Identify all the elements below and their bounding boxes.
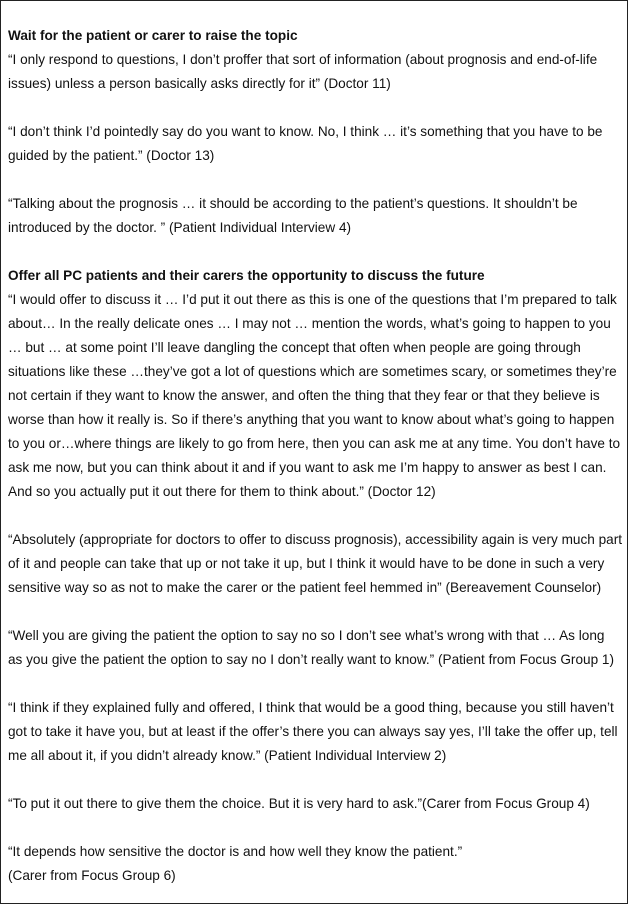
quote-patient-interview-4: “Talking about the prognosis … it should be according to the patient’s questions. It shouldn’t be introduced by the doctor. ” (Patient Individual Interview 4) — [8, 196, 578, 235]
quote-patient-focus-group-1: “Well you are giving the patient the option to say no so I don’t see what’s wrong with that … As long as you give the patient the option to say no I don’t really want to know.” (Patient from Focus Group 1) — [8, 628, 615, 667]
quote-carer-focus-group-6: “It depends how sensitive the doctor is and how well they know the patient.” — [8, 844, 463, 859]
document-body — [8, 24, 622, 888]
quote-doctor-12: “I would offer to discuss it … I’d put it out there as this is one of the questions that I’m prepared to talk about… In the really delicate ones … I may not … mention the words, what’s going to happen to you … but … at some point I’ll leave dangling the concept that often when people are going through situations like these …they’ve got a lot of questions which are sometimes scary, or sometimes they’re not certain if they want to know the answer, and often the thing that they fear or that they believe is worse than how it really is. So if there’s anything that you want to know about what’s going to happen to you or…where things are likely to go from here, then you can ask me at any time. You don’t have to ask me now, but you can think about it and if you want to ask me I’m happy to answer as best I can. And so you actually put it out there for them to think about.” (Doctor 12) — [8, 292, 621, 499]
quote-patient-interview-2: “I think if they explained fully and offered, I think that would be a good thing, because you still haven’t got to take it have you, but at least if the offer’s there you can always say yes, I’ll take the offer up, tell me all about it, if you didn’t already know.” (Patient Individual Interview 2) — [8, 700, 618, 763]
quote-carer-focus-group-4: “To put it out there to give them the choice. But it is very hard to ask.”(Carer from Focus Group 4) — [8, 796, 590, 811]
quote-doctor-13: “I don’t think I’d pointedly say do you want to know. No, I think … it’s something that you have to be guided by the patient.” (Doctor 13) — [8, 124, 603, 163]
section-heading-wait: Wait for the patient or carer to raise the topic — [8, 28, 298, 43]
quote-doctor-11: “I only respond to questions, I don’t proffer that sort of information (about prognosis and end-of-life issues) unless a person basically asks directly for it” (Doctor 11) — [8, 52, 598, 91]
quote-bereavement-counselor: “Absolutely (appropriate for doctors to offer to discuss prognosis), accessibility again is very much part of it and people can take that up or not take it up, but I think it would have to be done in such a very sensitive way so as not to make the carer or the patient feel hemmed in” (Bereavement Counselor) — [8, 532, 623, 595]
quote-attribution-carer-focus-group-6: (Carer from Focus Group 6) — [8, 868, 176, 883]
section-heading-offer: Offer all PC patients and their carers the opportunity to discuss the future — [8, 268, 485, 283]
